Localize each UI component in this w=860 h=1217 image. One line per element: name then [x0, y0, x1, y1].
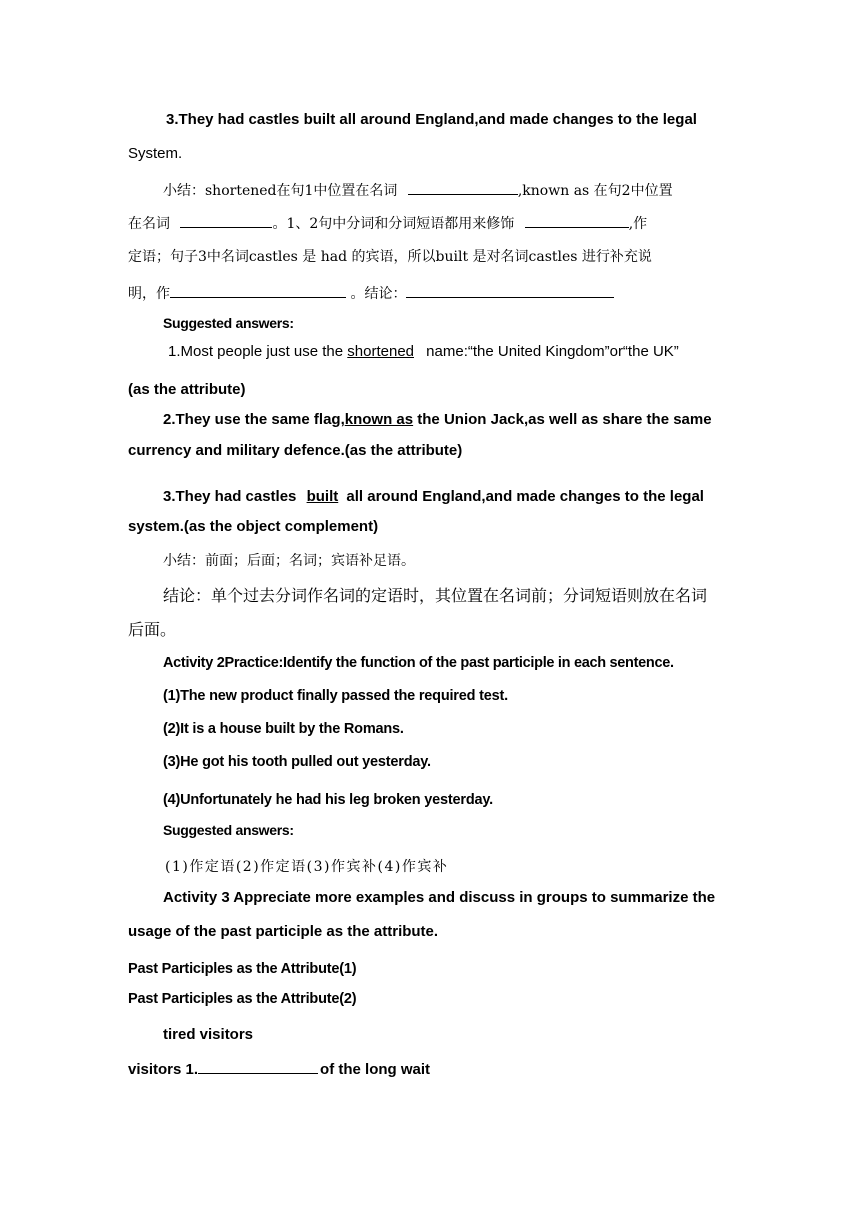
answer-1-pre: 1.Most people just use the	[168, 343, 348, 360]
activity-2-sentence-2: (2)It is a house built by the Romans.	[163, 721, 404, 737]
answer-3-underlined: built	[306, 488, 339, 505]
answer-2-line-2: currency and military defence.(as the attribute)	[128, 442, 463, 459]
summary-line-4	[128, 282, 614, 304]
summary-line-2	[128, 212, 647, 234]
answer-1-underlined: shortened	[347, 343, 414, 360]
activity-2-title: Activity 2Practice:Identify the function of the past participle in each sentence.	[163, 655, 674, 671]
suggested-answers-heading: Suggested answers:	[163, 315, 294, 331]
heading-attribute-1: Past Participles as the Attribute(1)	[128, 961, 357, 977]
answer-1-line-1	[168, 342, 679, 362]
conclusion-line-1: 结论：单个过去分词作名词的定语时，其位置在名词前；分词短语则放在名词	[163, 586, 708, 605]
summary-text-b2: 。1、2句中分词和分词短语都用来修饰	[272, 216, 515, 232]
answer-2-post: the Union Jack,as well as share the same	[413, 411, 712, 428]
summary-text-b1: 在名词	[128, 216, 170, 232]
answer-3-line-1	[163, 487, 704, 507]
activity-2-answers: (1)作定语(2)作定语(3)作宾补(4)作宾补	[165, 859, 449, 875]
blank-5[interactable]	[406, 282, 614, 298]
answer-1-line-2: (as the attribute)	[128, 381, 246, 398]
blank-4[interactable]	[170, 282, 346, 298]
answer-2-line-1	[163, 410, 712, 430]
blank-3[interactable]	[525, 212, 629, 228]
summary-text-d1: 明，作	[128, 286, 170, 302]
example-visitors-line	[128, 1058, 430, 1080]
heading-attribute-2: Past Participles as the Attribute(2)	[128, 991, 357, 1007]
example-tired-visitors: tired visitors	[163, 1026, 254, 1043]
answer-1-post: name:“the United Kingdom”or“the UK”	[426, 343, 679, 360]
answer-3-post: all around England,and made changes to the legal	[342, 488, 704, 505]
summary-text-a1: 小结：shortened在句1中位置在名词	[163, 183, 398, 199]
activity-2-sentence-3: (3)He got his tooth pulled out yesterday.	[163, 754, 431, 770]
summary-line-3: 定语；句子3中名词castles 是 had 的宾语，所以built 是对名词castles 进行补充说	[128, 249, 652, 265]
conclusion-line-2: 后面。	[128, 620, 177, 639]
activity-2-sentence-4: (4)Unfortunately he had his leg broken yesterday.	[163, 792, 493, 808]
blank-6[interactable]	[198, 1058, 318, 1074]
summary-text-d2: 。结论：	[350, 286, 407, 302]
summary-text-b3: ,作	[628, 216, 648, 232]
summary-text-a2: ,known as 在句2中位置	[517, 183, 673, 199]
activity-2-suggested-heading: Suggested answers:	[163, 822, 294, 838]
answer-3-line-2: system.(as the object complement)	[128, 518, 379, 535]
activity-2-sentence-1: (1)The new product finally passed the required test.	[163, 688, 508, 704]
answer-2-pre: 2.They use the same flag,	[163, 411, 345, 428]
summary-line-1	[163, 179, 673, 201]
sentence-3-line-1: 3.They had castles built all around England,and made changes to the legal	[166, 111, 697, 128]
answer-3-pre: 3.They had castles	[163, 488, 301, 505]
activity-3-line-2: usage of the past participle as the attribute.	[128, 923, 439, 940]
summary-2: 小结：前面；后面；名词；宾语补足语。	[163, 553, 415, 569]
example-visitors-post: of the long wait	[320, 1061, 431, 1078]
blank-1[interactable]	[408, 179, 518, 195]
activity-3-line-1: Activity 3 Appreciate more examples and discuss in groups to summarize the	[163, 889, 716, 906]
blank-2[interactable]	[180, 212, 272, 228]
sentence-3-line-2: System.	[128, 145, 183, 162]
example-visitors-pre: visitors 1.	[128, 1061, 199, 1078]
answer-2-underlined: known as	[344, 411, 414, 428]
